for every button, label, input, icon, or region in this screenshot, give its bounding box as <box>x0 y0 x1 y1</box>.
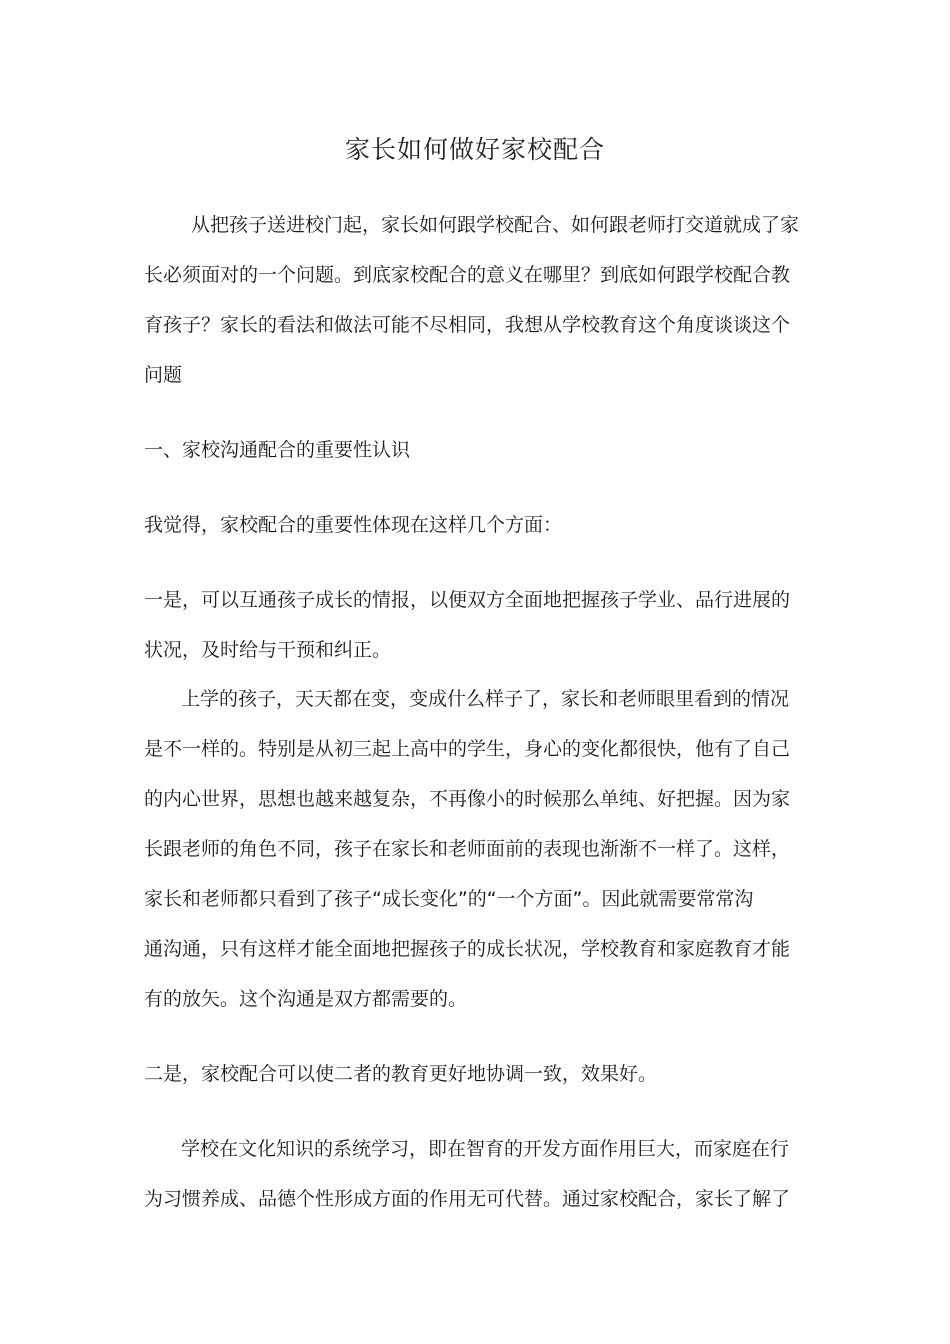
paragraph-line: 的内心世界，思想也越来越复杂，不再像小的时候那么单纯、好把握。因为家 <box>144 788 791 810</box>
paragraph-line: 一是，可以互通孩子成长的情报，以便双方全面地把握孩子学业、品行进展的 <box>144 589 791 611</box>
paragraph-line: 上学的孩子，天天都在变，变成什么样子了，家长和老师眼里看到的情况 <box>181 688 790 710</box>
paragraph-line: 有的放矢。这个沟通是双方都需要的。 <box>144 988 468 1010</box>
paragraph-line: 是不一样的。特别是从初三起上高中的学生，身心的变化都很快，他有了自己 <box>144 738 791 760</box>
section-heading: 一、家校沟通配合的重要性认识 <box>144 439 411 461</box>
paragraph-line: 问题 <box>144 364 183 386</box>
paragraph-line: 长跟老师的角色不同，孩子在家长和老师面前的表现也渐渐不一样了。这样， <box>144 838 791 860</box>
paragraph-line: 从把孩子送进校门起，家长如何跟学校配合、如何跟老师打交道就成了家 <box>191 214 800 236</box>
paragraph-line: 状况，及时给与干预和纠正。 <box>144 639 392 661</box>
paragraph-line: 学校在文化知识的系统学习，即在智育的开发方面作用巨大，而家庭在行 <box>181 1138 790 1160</box>
paragraph-line: 通沟通，只有这样才能全面地把握孩子的成长状况，学校教育和家庭教育才能 <box>144 938 791 960</box>
paragraph-line: 为习惯养成、品德个性形成方面的作用无可代替。通过家校配合，家长了解了 <box>144 1188 791 1210</box>
paragraph-line: 我觉得，家校配合的重要性体现在这样几个方面： <box>144 514 563 536</box>
paragraph-line: 家长和老师都只看到了孩子“成长变化”的“一个方面”。因此就需要常常沟 <box>144 888 754 910</box>
paragraph-line: 长必须面对的一个问题。到底家校配合的意义在哪里？到底如何跟学校配合教 <box>144 264 791 286</box>
paragraph-line: 二是，家校配合可以使二者的教育更好地协调一致，效果好。 <box>144 1063 658 1085</box>
document-title: 家长如何做好家校配合 <box>344 135 605 164</box>
paragraph-line: 育孩子？家长的看法和做法可能不尽相同，我想从学校教育这个角度谈谈这个 <box>144 314 791 336</box>
